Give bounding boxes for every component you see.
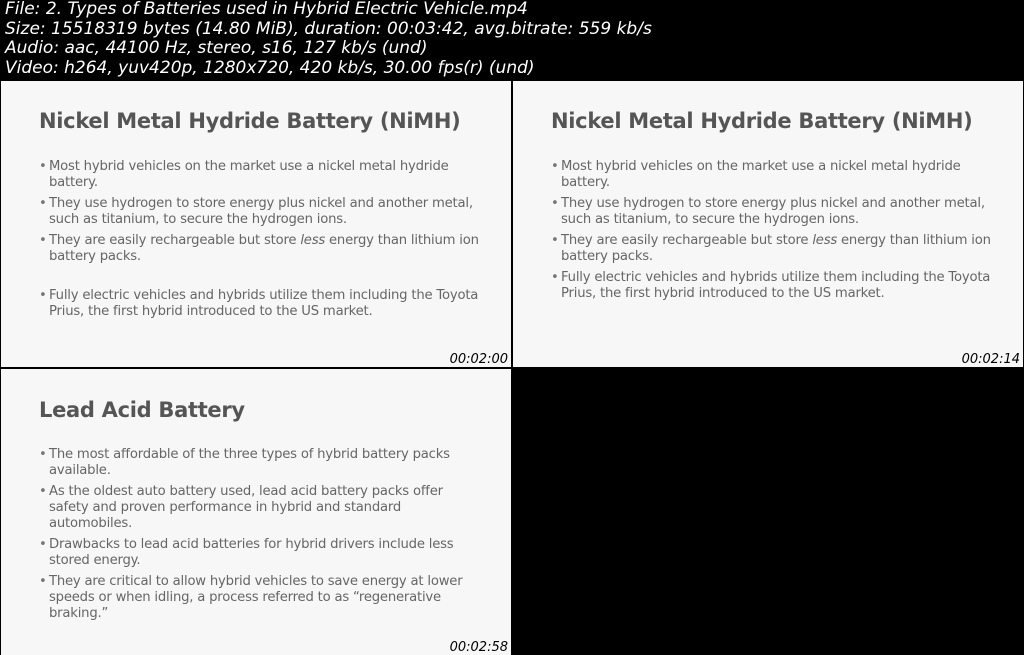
bullet-list: [39, 159, 479, 325]
bullet-item: • Fully electric vehicles and hybrids utilize them including the Toyota Prius, the first hybrid introduced to the US market.: [551, 270, 991, 302]
file-line: File: 2. Types of Batteries used in Hybrid Electric Vehicle.mp4: [5, 0, 528, 19]
bullet-item: • As the oldest auto battery used, lead acid battery packs offer safety and proven performance in hybrid and standard automobiles.: [39, 484, 479, 532]
bullet-text: energy than lithium ion battery packs.: [49, 233, 479, 264]
bullet-item: • The most affordable of the three types of hybrid battery packs available.: [39, 447, 479, 479]
timestamp: 00:02:14: [961, 352, 1020, 367]
thumbnail-frame-1: [1, 81, 511, 367]
empty-frame: [513, 369, 1023, 655]
bullet-emphasis: less: [812, 233, 838, 248]
bullet-item: • They use hydrogen to store energy plus nickel and another metal, such as titanium, to secure the hydrogen ions.: [39, 196, 479, 228]
video-info-header: [0, 0, 1024, 80]
slide-title: Lead Acid Battery: [39, 398, 245, 422]
bullet-item: • Fully electric vehicles and hybrids utilize them including the Toyota Prius, the first hybrid introduced to the US market.: [39, 288, 479, 320]
thumbnail-frame-3: [1, 369, 511, 655]
bullet-list: [39, 447, 479, 627]
bullet-text: energy than lithium ion battery packs.: [561, 233, 991, 264]
bullet-list: [551, 159, 991, 307]
size-line: Size: 15518319 bytes (14.80 MiB), duration: 00:03:42, avg.bitrate: 559 kb/s: [5, 18, 652, 39]
bullet-item: • Most hybrid vehicles on the market use a nickel metal hydride battery.: [39, 159, 479, 191]
bullet-item: • They are critical to allow hybrid vehicles to save energy at lower speeds or when idling, a process referred to as “regenerative braking.”: [39, 574, 479, 622]
bullet-text: They are easily rechargeable but store: [49, 233, 301, 248]
bullet-item: [39, 233, 479, 265]
video-line: Video: h264, yuv420p, 1280x720, 420 kb/s, 30.00 fps(r) (und): [5, 57, 535, 78]
timestamp: 00:02:58: [449, 640, 508, 655]
bullet-item: [551, 233, 991, 265]
thumbnail-frame-2: [513, 81, 1023, 367]
bullet-emphasis: less: [300, 233, 326, 248]
bullet-item: • They use hydrogen to store energy plus nickel and another metal, such as titanium, to secure the hydrogen ions.: [551, 196, 991, 228]
audio-line: Audio: aac, 44100 Hz, stereo, s16, 127 kb/s (und): [5, 38, 428, 58]
timestamp: 00:02:00: [449, 352, 508, 367]
slide-title: Nickel Metal Hydride Battery (NiMH): [551, 109, 973, 133]
bullet-text: They are easily rechargeable but store: [561, 233, 813, 248]
slide-title: Nickel Metal Hydride Battery (NiMH): [39, 109, 461, 133]
bullet-item: • Most hybrid vehicles on the market use a nickel metal hydride battery.: [551, 159, 991, 191]
bullet-item: • Drawbacks to lead acid batteries for hybrid drivers include less stored energy.: [39, 537, 479, 569]
